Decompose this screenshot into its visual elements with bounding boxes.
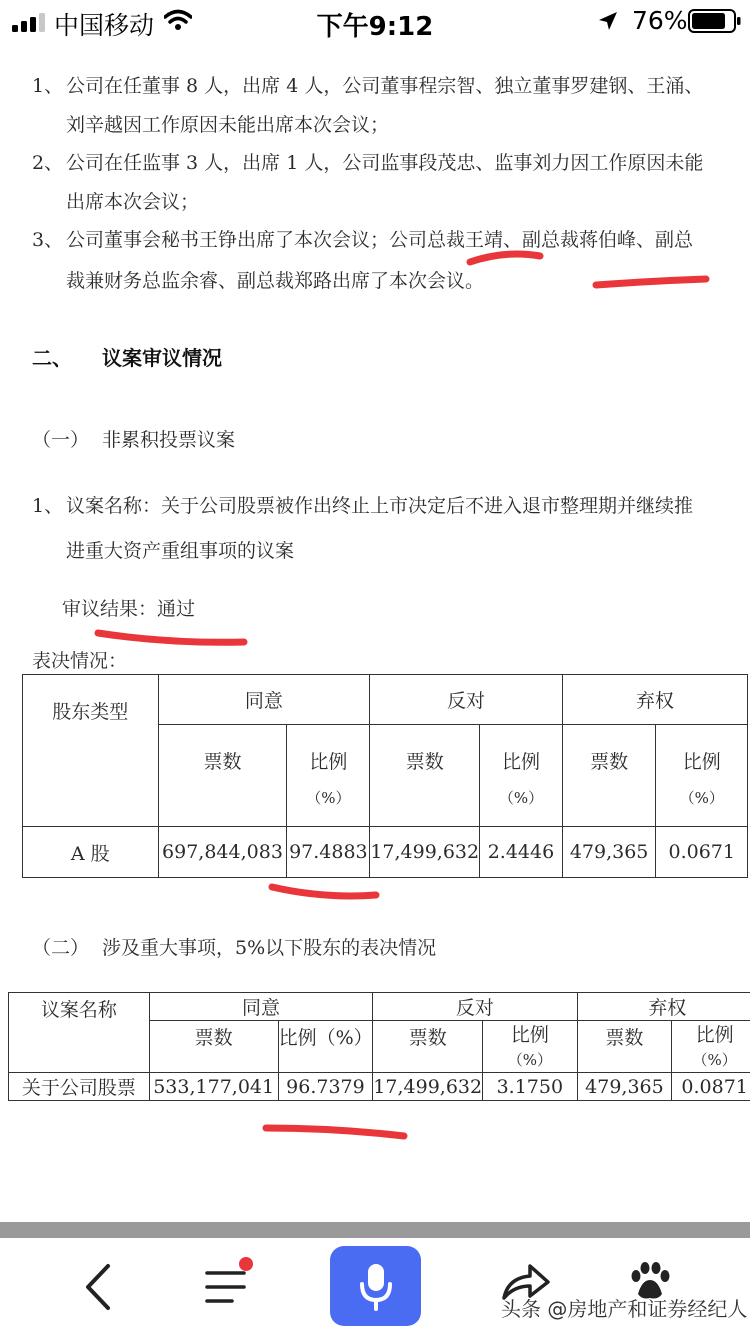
item-number: 2、 [32,152,64,174]
watermark-text: 头条 @房地产和证券经纪人 [501,1297,748,1321]
ratio-unit: （%） [692,1051,737,1069]
attendance-line: 裁兼财务总监余睿、副总裁郑路出席了本次会议。 [66,270,485,292]
header-abstain: 弃权 [577,993,750,1021]
attendance-line: 公司在任董事 8 人，出席 4 人，公司董事程宗智、独立董事罗建钢、王涌、 [66,75,704,97]
item-number: 1、 [32,75,64,97]
ratio-unit: （%） [507,1051,552,1069]
header-abstain: 弃权 [562,675,747,725]
toolbar-divider [0,1222,750,1238]
cell-abstain-votes: 479,365 [562,827,656,878]
header-proposal-name: 议案名称 [9,993,150,1073]
underline-minority-ratio [266,1128,404,1136]
ratio-label: 比例 [695,1024,734,1046]
attendance-line: 刘辛越因工作原因未能出席本次会议； [66,114,390,136]
cell-agree-ratio: 97.4883 [287,827,370,878]
header-oppose: 反对 [373,993,577,1021]
section-title: 议案审议情况 [102,346,222,370]
carrier-name: 中国移动 [54,11,155,40]
header-votes: 票数 [370,725,480,827]
header-ratio: 比例（%） [278,1021,373,1073]
header-votes: 票数 [149,1021,278,1073]
ratio-label: 比例 [309,751,348,773]
cell-abstain-votes: 479,365 [577,1073,672,1101]
attendance-line: 公司在任监事 3 人，出席 1 人，公司监事段茂忠、监事刘力因工作原因未能 [66,152,704,174]
subsection-title: 非累积投票议案 [102,429,236,451]
ratio-unit: （%） [679,789,724,807]
cell-oppose-ratio: 2.4446 [480,827,563,878]
underline-agree-ratio [272,887,376,896]
section-number: 二、 [32,346,72,370]
cell-oppose-ratio: 3.1750 [483,1073,577,1101]
cell-agree-ratio: 96.7379 [278,1073,373,1101]
ratio-unit: （%） [306,789,351,807]
cell-shareholder-type: A 股 [23,827,159,878]
cell-agree-votes: 697,844,083 [158,827,287,878]
voice-input-button[interactable] [330,1246,421,1326]
menu-icon[interactable] [204,1256,256,1306]
cell-agree-votes: 533,177,041 [149,1073,278,1101]
proposal-name-cont: 进重大资产重组事项的议案 [66,540,295,562]
subsection-title: 涉及重大事项，5%以下股东的表决情况 [102,937,437,959]
battery-percentage: 76% [632,6,688,35]
header-agree: 同意 [158,675,370,725]
cell-oppose-votes: 17,499,632 [373,1073,483,1101]
underline-review-result [98,633,244,642]
header-agree: 同意 [149,993,373,1021]
header-votes: 票数 [373,1021,483,1073]
header-votes: 票数 [158,725,287,827]
vote-label: 表决情况： [32,650,128,672]
microphone-icon [358,1262,394,1312]
subsection-number: （一） [32,429,90,451]
proposal-name: 议案名称：关于公司股票被作出终止上市决定后不进入退市整理期并继续推 [66,495,694,517]
clock: 下午9:12 [316,12,434,42]
cell-proposal-name: 关于公司股票 [9,1073,150,1101]
back-icon[interactable] [80,1262,116,1312]
ratio-label: 比例 [501,751,540,773]
proposal-number: 1、 [32,495,64,517]
review-result: 审议结果：通过 [62,598,196,620]
subsection-number: （二） [32,937,90,959]
ratio-label: 比例 [510,1024,549,1046]
ratio-unit: （%） [498,789,544,807]
ratio-label: 比例 [682,751,721,773]
header-oppose: 反对 [370,675,562,725]
header-shareholder-type: 股东类型 [23,675,159,827]
underline-president [470,254,540,262]
item-number: 3、 [32,229,64,251]
attendance-line: 公司董事会秘书王铮出席了本次会议；公司总裁王靖、副总裁蒋伯峰、副总 [66,229,694,251]
cell-abstain-ratio: 0.0871 [672,1073,750,1101]
cell-oppose-votes: 17,499,632 [370,827,480,878]
cell-abstain-ratio: 0.0671 [656,827,748,878]
header-votes: 票数 [562,725,656,827]
underline-vp [596,279,706,285]
attendance-line: 出席本次会议； [66,191,200,213]
header-votes: 票数 [577,1021,672,1073]
